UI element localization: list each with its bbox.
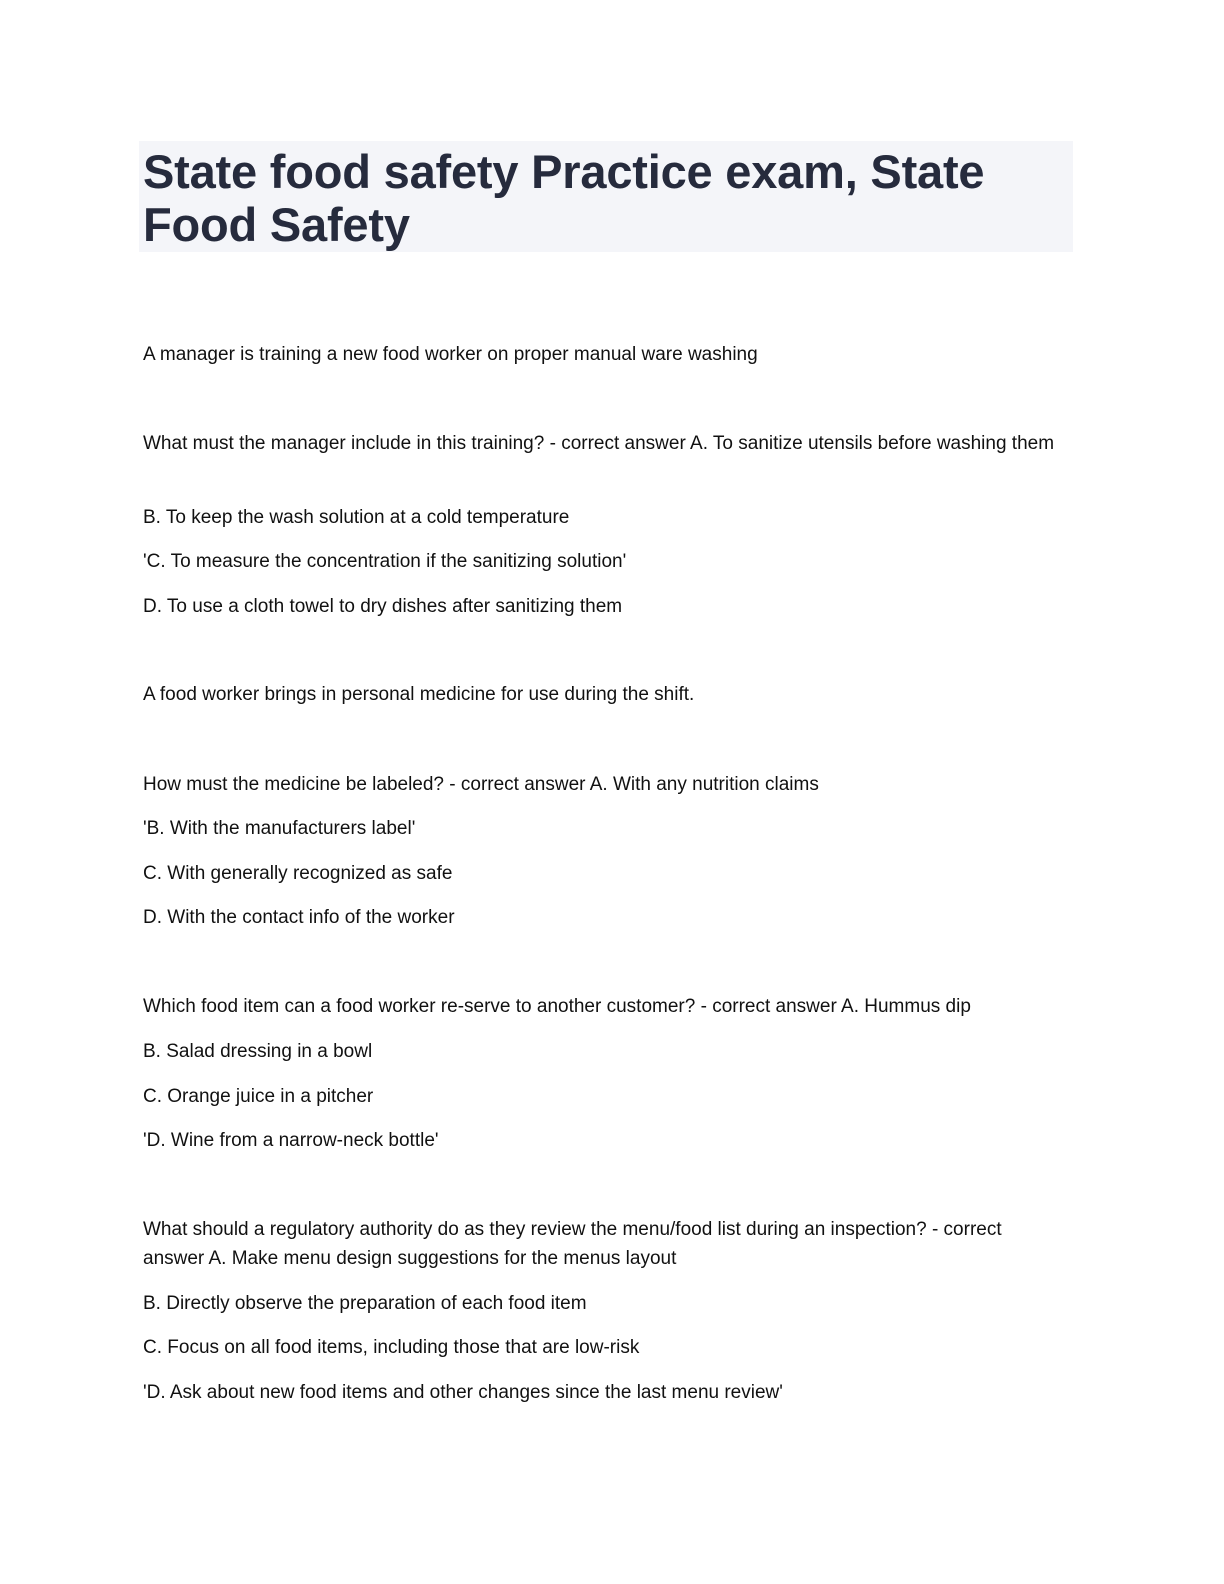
title-banner xyxy=(139,141,1073,252)
q1-question: What must the manager include in this training? - correct answer A. To sanitize utensils before washing them xyxy=(143,433,1055,454)
q2-option-d: D. With the contact info of the worker xyxy=(143,907,455,928)
q2-intro: A food worker brings in personal medicine for use during the shift. xyxy=(143,684,695,705)
q2-question: How must the medicine be labeled? - correct answer A. With any nutrition claims xyxy=(143,774,819,795)
q3-option-c: C. Orange juice in a pitcher xyxy=(143,1086,374,1107)
q2-option-c: C. With generally recognized as safe xyxy=(143,863,453,884)
q3-question: Which food item can a food worker re-serve to another customer? - correct answer A. Hummus dip xyxy=(143,996,971,1017)
q4-option-b: B. Directly observe the preparation of each food item xyxy=(143,1293,587,1314)
q1-option-b: B. To keep the wash solution at a cold temperature xyxy=(143,507,570,528)
q1-intro: A manager is training a new food worker on proper manual ware washing xyxy=(143,344,758,365)
q1-option-d: D. To use a cloth towel to dry dishes after sanitizing them xyxy=(143,596,623,617)
q4-question: What should a regulatory authority do as they review the menu/food list during an inspection? - correct answer A. Make menu design suggestions for the menus layout xyxy=(143,1219,1002,1269)
page-title: State food safety Practice exam, State Food Safety xyxy=(143,145,985,251)
q3-option-b: B. Salad dressing in a bowl xyxy=(143,1041,373,1062)
q3-option-d: 'D. Wine from a narrow-neck bottle' xyxy=(143,1130,439,1151)
q1-option-c: 'C. To measure the concentration if the sanitizing solution' xyxy=(143,551,627,572)
q4-option-c: C. Focus on all food items, including those that are low-risk xyxy=(143,1337,640,1358)
q2-option-b: 'B. With the manufacturers label' xyxy=(143,818,416,839)
q4-option-d: 'D. Ask about new food items and other changes since the last menu review' xyxy=(143,1382,783,1403)
